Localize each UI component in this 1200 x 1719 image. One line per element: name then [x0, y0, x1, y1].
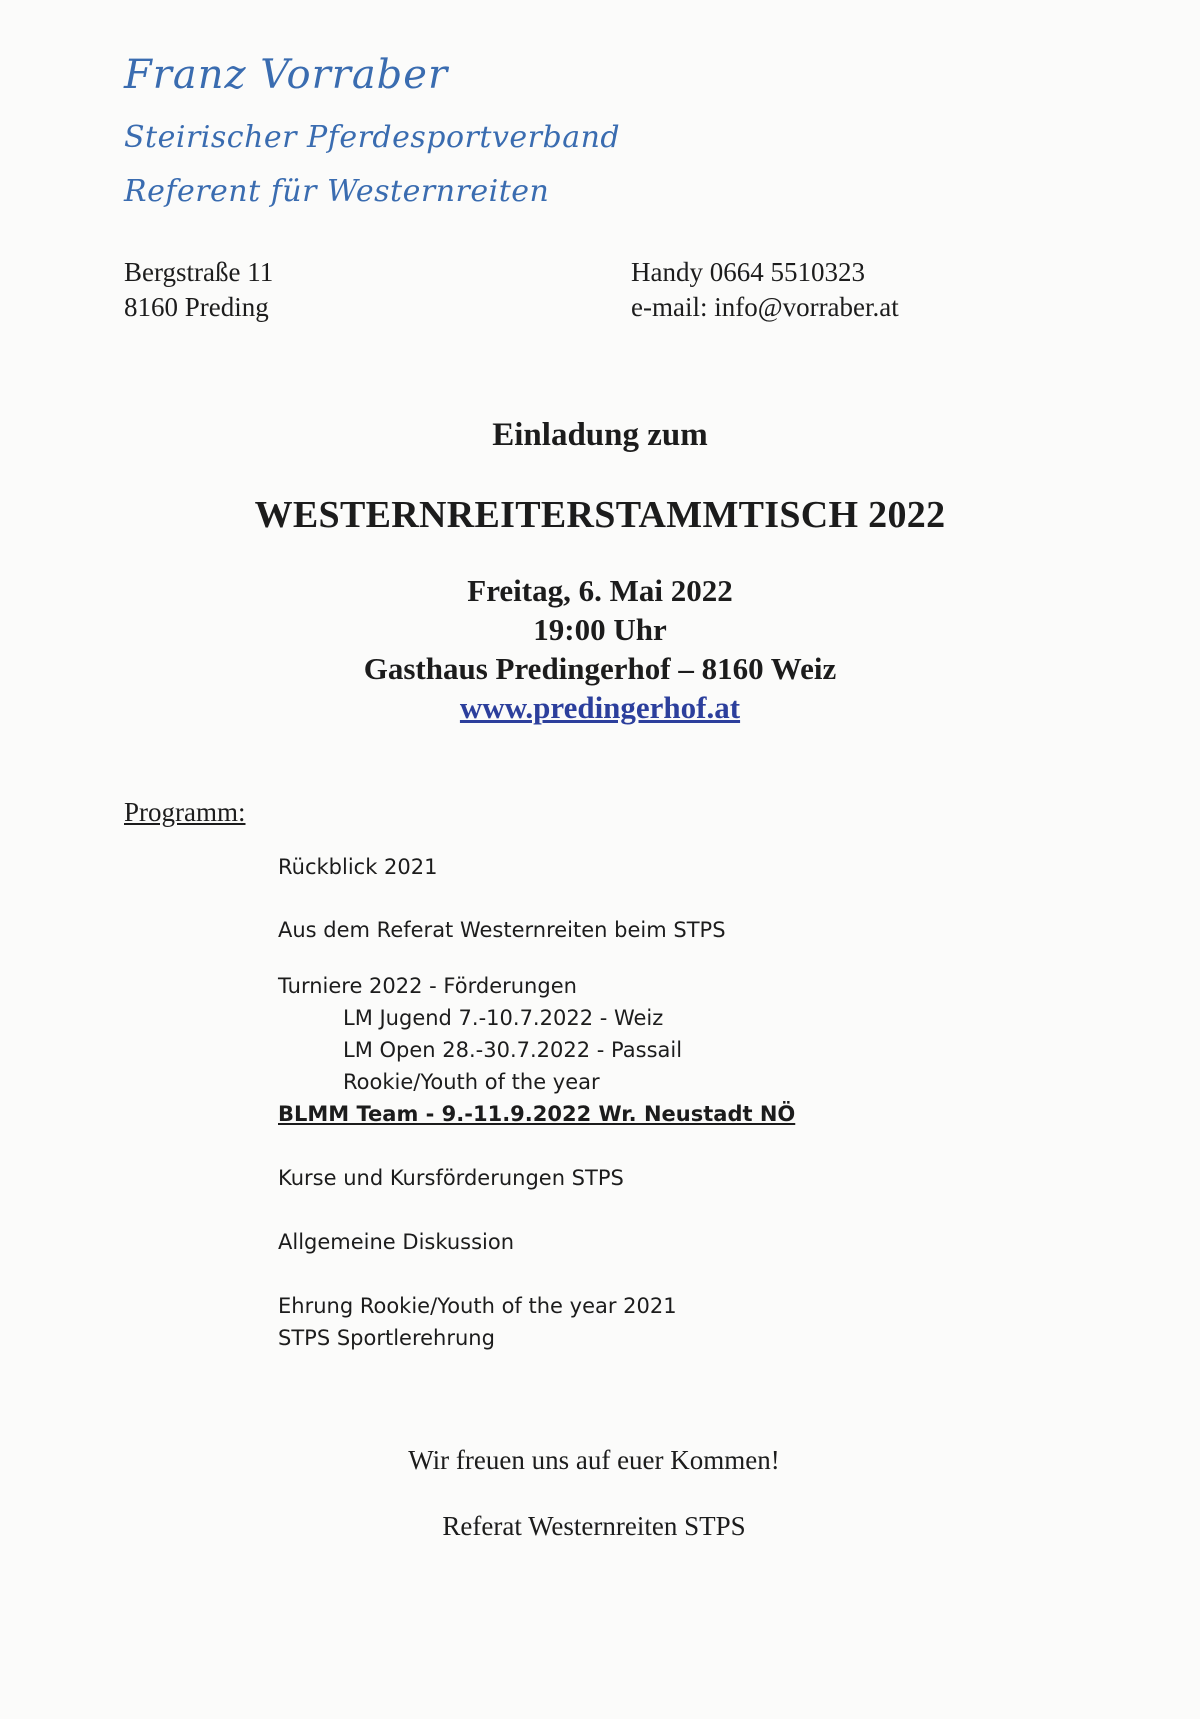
event-time: 19:00 Uhr [533, 612, 667, 647]
letterhead-name: Franz Vorraber [124, 52, 449, 98]
event-date: Freitag, 6. Mai 2022 [467, 573, 733, 608]
contact-email: e-mail: info@vorraber.at [631, 292, 899, 322]
letterhead-organization: Steirischer Pferdesportverband [124, 120, 621, 155]
contact-phone: Handy 0664 5510323 [631, 257, 865, 287]
postal-address [124, 255, 273, 325]
program-item: Turniere 2022 - Förderungen [278, 974, 577, 998]
program-item: Ehrung Rookie/Youth of the year 2021 [278, 1294, 677, 1318]
venue-website-link[interactable]: www.predingerhof.at [459, 690, 741, 725]
event-venue: Gasthaus Predingerhof – 8160 Weiz [363, 651, 837, 686]
program-heading: Programm: [124, 797, 246, 827]
program-subitem: LM Jugend 7.-10.7.2022 - Weiz [343, 1006, 664, 1030]
program-subitem: Rookie/Youth of the year [343, 1070, 600, 1094]
program-item: STPS Sportlerehrung [278, 1326, 495, 1350]
address-street: Bergstraße 11 [124, 257, 274, 287]
invitation-intro: Einladung zum [492, 417, 708, 453]
program-item: Rückblick 2021 [278, 855, 438, 879]
event-title: WESTERNREITERSTAMMTISCH 2022 [254, 494, 946, 536]
program-item-highlight: BLMM Team - 9.-11.9.2022 Wr. Neustadt NÖ [278, 1102, 796, 1126]
address-city: 8160 Preding [124, 292, 269, 322]
program-item: Allgemeine Diskussion [278, 1230, 515, 1254]
contact-info [631, 255, 899, 325]
program-item: Kurse und Kursförderungen STPS [278, 1166, 624, 1190]
program-item: Aus dem Referat Westernreiten beim STPS [278, 918, 726, 942]
program-subitem: LM Open 28.-30.7.2022 - Passail [343, 1038, 683, 1062]
closing-signature: Referat Westernreiten STPS [442, 1511, 746, 1541]
letterhead-role: Referent für Westernreiten [124, 174, 550, 209]
closing-greeting: Wir freuen uns auf euer Kommen! [408, 1445, 780, 1475]
